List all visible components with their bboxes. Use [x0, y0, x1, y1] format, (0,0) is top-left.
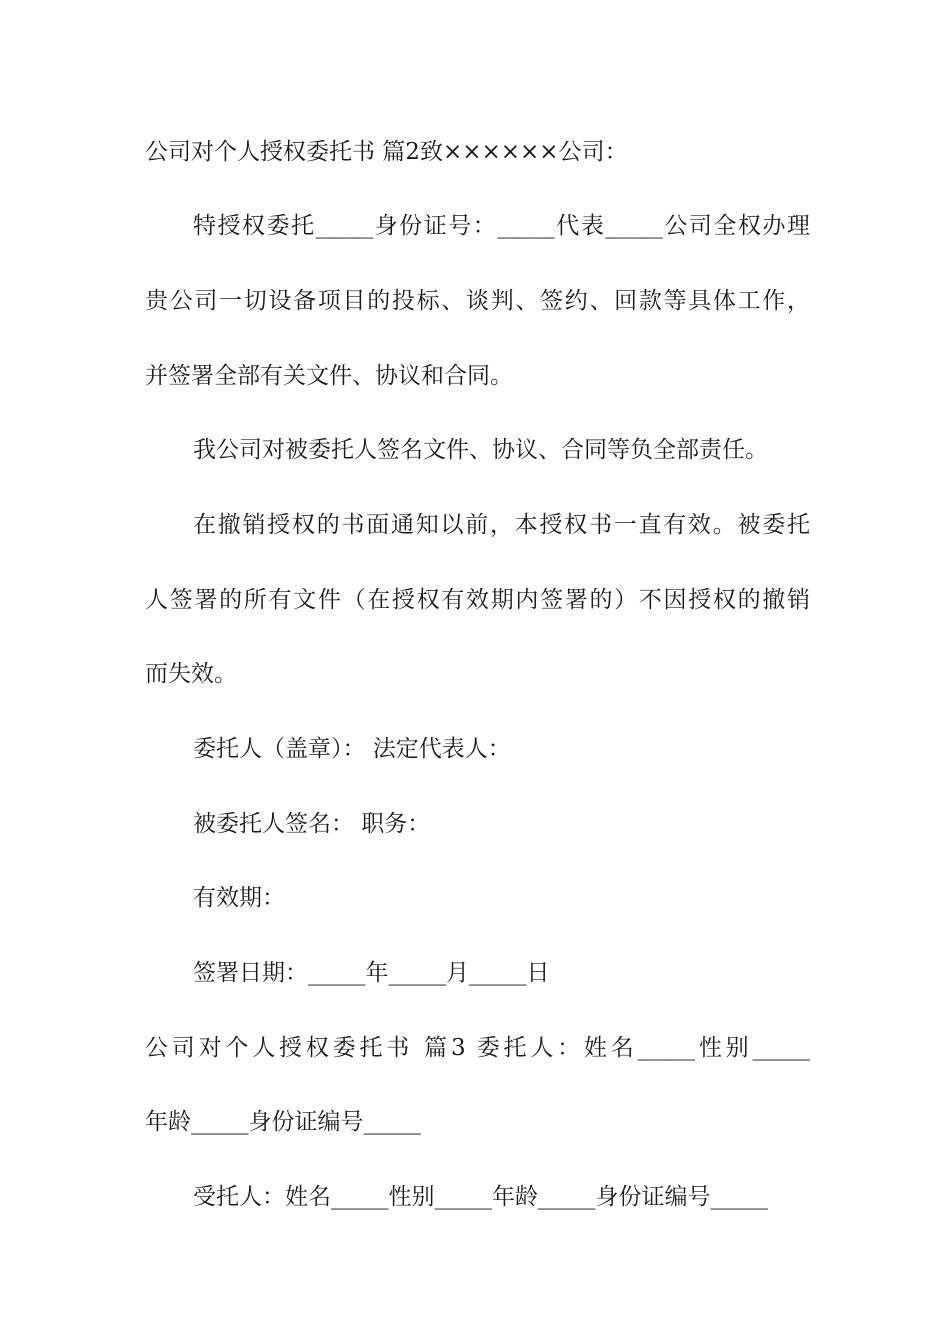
paragraph-line: 年龄_____身份证编号_____: [145, 1109, 421, 1135]
signature-field-line: 委托人（盖章）： 法定代表人：: [193, 736, 511, 762]
paragraph-line: 在撤销授权的书面通知以前，本授权书一直有效。被委托: [193, 512, 810, 538]
paragraph-line: 人签署的所有文件（在授权有效期内签署的）不因授权的撤销: [145, 587, 810, 613]
date-field-line: 签署日期：_____年_____月_____日: [193, 960, 550, 986]
paragraph-line: 而失效。: [145, 661, 237, 687]
paragraph-line: 受托人：姓名_____性别_____年龄_____身份证编号_____: [193, 1184, 768, 1210]
paragraph-line: 贵公司一切设备项目的投标、谈判、签约、回款等具体工作，: [145, 288, 810, 314]
signature-field-line: 被委托人签名： 职务：: [193, 811, 431, 837]
validity-field-line: 有效期：: [193, 885, 285, 911]
paragraph-line: 并签署全部有关文件、协议和合同。: [145, 363, 513, 389]
paragraph-line: 我公司对被委托人签名文件、协议、合同等负全部责任。: [193, 437, 768, 463]
heading-line-section-2: 公司对个人授权委托书 篇2致××××××公司：: [145, 139, 628, 165]
heading-line-section-3: 公司对个人授权委托书 篇3 委托人：姓名_____性别_____: [145, 1035, 810, 1061]
paragraph-line: 特授权委托_____身份证号：_____代表_____公司全权办理: [193, 213, 810, 239]
